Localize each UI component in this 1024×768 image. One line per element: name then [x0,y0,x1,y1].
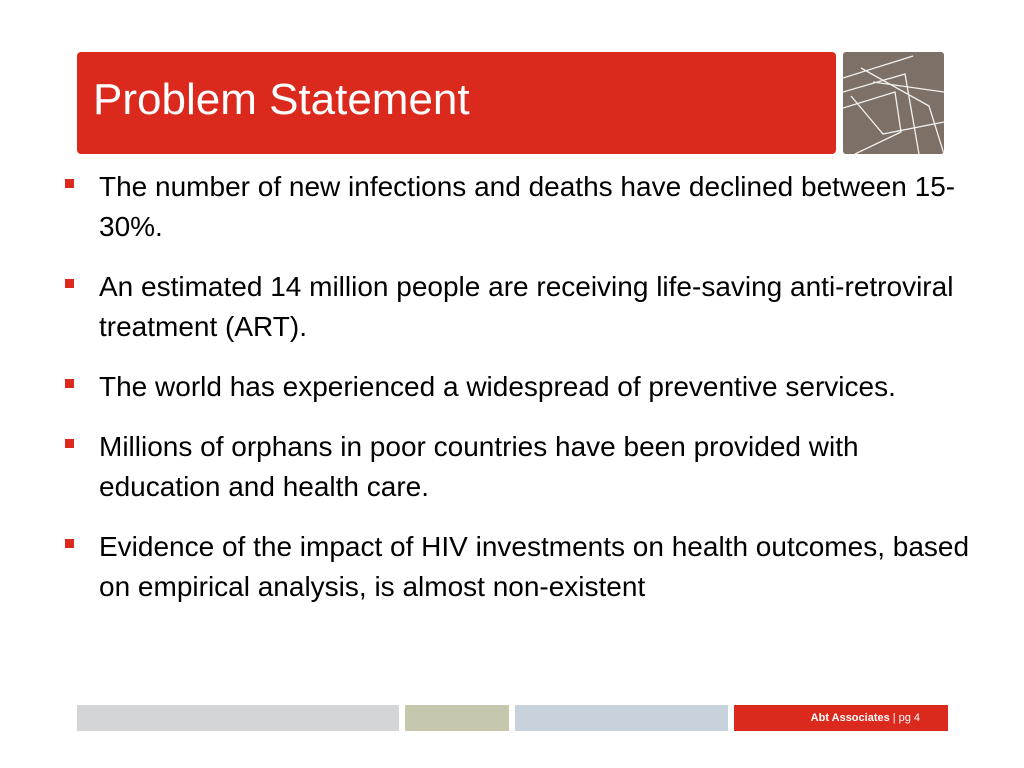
bullet-item [62,267,972,347]
square-bullet-icon [65,539,74,548]
footer-segment-red [734,705,948,731]
footer-segment-olive [405,705,509,731]
bullet-text: The world has experienced a widespread of preventive services. [99,371,896,402]
square-bullet-icon [65,439,74,448]
bullet-text: An estimated 14 million people are receiving life-saving anti-retroviral treatment (ART). [99,271,954,342]
bullet-text: The number of new infections and deaths have declined between 15-30%. [99,171,956,242]
bullet-item [62,527,972,607]
footer-separator: | [892,712,896,724]
bullet-item [62,167,972,247]
footer-label [811,711,920,725]
page-number: pg 4 [898,712,920,724]
footer-bar [0,705,1024,731]
square-bullet-icon [65,379,74,388]
square-bullet-icon [65,279,74,288]
bullet-list [62,167,972,627]
slide-title: Problem Statement [93,75,470,124]
bullet-item [62,367,972,407]
footer-company: Abt Associates [810,712,890,724]
abt-logo-graphic [843,52,944,154]
title-bar [77,52,836,154]
footer-segment-gray [77,705,399,731]
bullet-text: Evidence of the impact of HIV investments on health outcomes, based on empirical analysis, is almost non-existent [99,531,970,602]
bullet-text: Millions of orphans in poor countries have been provided with education and health care. [99,431,859,502]
footer-segment-blue [515,705,728,731]
bullet-item [62,427,972,507]
square-bullet-icon [65,179,74,188]
abt-logo-icon [843,52,944,154]
